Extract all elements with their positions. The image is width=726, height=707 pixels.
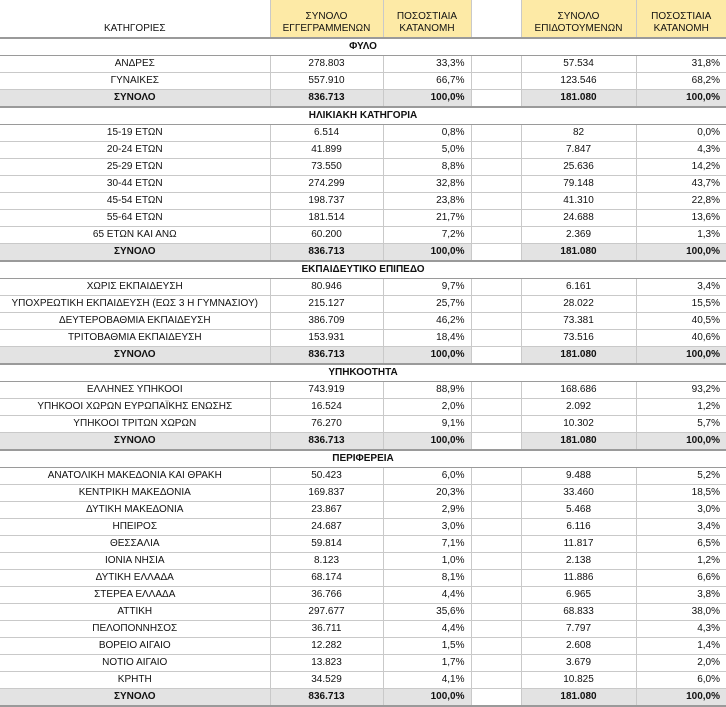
header-registered-line2: ΕΓΓΕΓΡΑΜΜΕΝΩΝ xyxy=(282,23,371,34)
subsidized-pct-cell: 3,8% xyxy=(636,587,726,604)
category-cell: ΚΡΗΤΗ xyxy=(0,672,270,689)
category-cell: ΤΡΙΤΟΒΑΘΜΙΑ ΕΚΠΑΙΔΕΥΣΗ xyxy=(0,330,270,347)
subsidized-pct-cell: 68,2% xyxy=(636,73,726,90)
subsidized-pct-cell: 18,5% xyxy=(636,485,726,502)
section-header-row xyxy=(0,38,726,56)
subsidized-cell: 82 xyxy=(521,125,636,142)
registered-pct-cell: 0,8% xyxy=(383,125,471,142)
section-header-row xyxy=(0,450,726,468)
header-row xyxy=(0,0,726,38)
registered-pct-cell: 7,1% xyxy=(383,536,471,553)
registered-pct-cell: 20,3% xyxy=(383,485,471,502)
category-cell: ΣΥΝΟΛΟ xyxy=(0,244,270,262)
registered-cell: 68.174 xyxy=(270,570,383,587)
header-subsidized xyxy=(521,0,636,38)
subsidized-pct-cell: 22,8% xyxy=(636,193,726,210)
section-title: ΕΚΠΑΙΔΕΥΤΙΚΟ ΕΠΙΠΕΔΟ xyxy=(0,261,726,279)
table-row xyxy=(0,176,726,193)
gap-cell xyxy=(471,536,521,553)
registered-pct-cell: 100,0% xyxy=(383,347,471,365)
registered-cell: 16.524 xyxy=(270,399,383,416)
subsidized-cell: 168.686 xyxy=(521,382,636,399)
registered-pct-cell: 100,0% xyxy=(383,433,471,451)
category-cell: 15-19 ΕΤΩΝ xyxy=(0,125,270,142)
registered-cell: 836.713 xyxy=(270,90,383,108)
registered-pct-cell: 2,0% xyxy=(383,399,471,416)
gap-cell xyxy=(471,655,521,672)
registered-pct-cell: 25,7% xyxy=(383,296,471,313)
registered-pct-cell: 2,9% xyxy=(383,502,471,519)
subsidized-cell: 10.302 xyxy=(521,416,636,433)
category-cell: ΓΥΝΑΙΚΕΣ xyxy=(0,73,270,90)
subsidized-cell: 3.679 xyxy=(521,655,636,672)
registered-pct-cell: 6,0% xyxy=(383,468,471,485)
category-cell: 25-29 ΕΤΩΝ xyxy=(0,159,270,176)
table-row xyxy=(0,485,726,502)
header-pct1-line2: ΚΑΤΑΝΟΜΗ xyxy=(399,23,455,34)
table-row xyxy=(0,399,726,416)
category-cell: ΣΥΝΟΛΟ xyxy=(0,347,270,365)
subsidized-pct-cell: 1,2% xyxy=(636,553,726,570)
subsidized-pct-cell: 100,0% xyxy=(636,433,726,451)
table-row xyxy=(0,553,726,570)
total-row xyxy=(0,347,726,365)
table-row xyxy=(0,468,726,485)
subsidized-cell: 28.022 xyxy=(521,296,636,313)
table-row xyxy=(0,210,726,227)
header-pct2-line1: ΠΟΣΟΣΤΙΑΙΑ xyxy=(651,11,712,22)
category-cell: ΣΥΝΟΛΟ xyxy=(0,433,270,451)
subsidized-pct-cell: 100,0% xyxy=(636,90,726,108)
section-title: ΦΥΛΟ xyxy=(0,38,726,56)
table-row xyxy=(0,416,726,433)
registered-pct-cell: 23,8% xyxy=(383,193,471,210)
category-cell: ΕΛΛΗΝΕΣ ΥΠΗΚΟΟΙ xyxy=(0,382,270,399)
registered-cell: 12.282 xyxy=(270,638,383,655)
subsidized-cell: 11.817 xyxy=(521,536,636,553)
gap-cell xyxy=(471,689,521,707)
header-pct-subsidized xyxy=(636,0,726,38)
subsidized-cell: 9.488 xyxy=(521,468,636,485)
header-pct1-line1: ΠΟΣΟΣΤΙΑΙΑ xyxy=(396,11,458,22)
registered-cell: 41.899 xyxy=(270,142,383,159)
subsidized-pct-cell: 4,3% xyxy=(636,621,726,638)
subsidized-pct-cell: 6,6% xyxy=(636,570,726,587)
section-header-row xyxy=(0,107,726,125)
table-row xyxy=(0,502,726,519)
subsidized-pct-cell: 2,0% xyxy=(636,655,726,672)
registered-pct-cell: 100,0% xyxy=(383,244,471,262)
category-cell: ΙΟΝΙΑ ΝΗΣΙΑ xyxy=(0,553,270,570)
subsidized-cell: 68.833 xyxy=(521,604,636,621)
subsidized-pct-cell: 100,0% xyxy=(636,689,726,707)
gap-cell xyxy=(471,73,521,90)
registered-pct-cell: 8,8% xyxy=(383,159,471,176)
registered-cell: 8.123 xyxy=(270,553,383,570)
subsidized-pct-cell: 100,0% xyxy=(636,347,726,365)
subsidized-cell: 6.116 xyxy=(521,519,636,536)
subsidized-cell: 7.847 xyxy=(521,142,636,159)
subsidized-pct-cell: 3,4% xyxy=(636,279,726,296)
registered-cell: 23.867 xyxy=(270,502,383,519)
table-row xyxy=(0,621,726,638)
header-subsidized-line2: ΕΠΙΔΟΤΟΥΜΕΝΩΝ xyxy=(534,23,623,34)
gap-cell xyxy=(471,347,521,365)
registered-cell: 386.709 xyxy=(270,313,383,330)
table-row xyxy=(0,672,726,689)
subsidized-pct-cell: 0,0% xyxy=(636,125,726,142)
gap-cell xyxy=(471,416,521,433)
registered-pct-cell: 46,2% xyxy=(383,313,471,330)
registered-cell: 34.529 xyxy=(270,672,383,689)
gap-cell xyxy=(471,176,521,193)
registered-cell: 215.127 xyxy=(270,296,383,313)
registered-pct-cell: 5,0% xyxy=(383,142,471,159)
table-row xyxy=(0,519,726,536)
table-row xyxy=(0,296,726,313)
category-cell: ΑΝΔΡΕΣ xyxy=(0,56,270,73)
registered-pct-cell: 32,8% xyxy=(383,176,471,193)
registered-cell: 50.423 xyxy=(270,468,383,485)
subsidized-cell: 181.080 xyxy=(521,347,636,365)
gap-cell xyxy=(471,587,521,604)
category-cell: ΧΩΡΙΣ ΕΚΠΑΙΔΕΥΣΗ xyxy=(0,279,270,296)
registered-pct-cell: 8,1% xyxy=(383,570,471,587)
registered-cell: 13.823 xyxy=(270,655,383,672)
category-cell: ΥΠΗΚΟΟΙ ΧΩΡΩΝ ΕΥΡΩΠΑΪΚΗΣ ΕΝΩΣΗΣ xyxy=(0,399,270,416)
table-row xyxy=(0,142,726,159)
subsidized-cell: 2.138 xyxy=(521,553,636,570)
table-row xyxy=(0,382,726,399)
gap-cell xyxy=(471,570,521,587)
subsidized-pct-cell: 31,8% xyxy=(636,56,726,73)
category-cell: 65 ΕΤΩΝ ΚΑΙ ΑΝΩ xyxy=(0,227,270,244)
registered-pct-cell: 7,2% xyxy=(383,227,471,244)
section-title: ΠΕΡΙΦΕΡΕΙΑ xyxy=(0,450,726,468)
registered-cell: 297.677 xyxy=(270,604,383,621)
category-cell: 45-54 ΕΤΩΝ xyxy=(0,193,270,210)
table-row xyxy=(0,313,726,330)
registered-cell: 836.713 xyxy=(270,433,383,451)
subsidized-pct-cell: 40,6% xyxy=(636,330,726,347)
header-gap xyxy=(471,0,521,38)
total-row xyxy=(0,433,726,451)
subsidized-cell: 10.825 xyxy=(521,672,636,689)
subsidized-pct-cell: 3,4% xyxy=(636,519,726,536)
category-cell: 20-24 ΕΤΩΝ xyxy=(0,142,270,159)
registered-pct-cell: 3,0% xyxy=(383,519,471,536)
table-row xyxy=(0,587,726,604)
total-row xyxy=(0,689,726,707)
subsidized-pct-cell: 15,5% xyxy=(636,296,726,313)
category-cell: ΔΕΥΤΕΡΟΒΑΘΜΙΑ ΕΚΠΑΙΔΕΥΣΗ xyxy=(0,313,270,330)
gap-cell xyxy=(471,244,521,262)
registered-cell: 76.270 xyxy=(270,416,383,433)
subsidized-cell: 181.080 xyxy=(521,90,636,108)
table-row xyxy=(0,193,726,210)
category-cell: ΔΥΤΙΚΗ ΕΛΛΑΔΑ xyxy=(0,570,270,587)
table-row xyxy=(0,279,726,296)
subsidized-pct-cell: 1,3% xyxy=(636,227,726,244)
category-cell: ΘΕΣΣΑΛΙΑ xyxy=(0,536,270,553)
gap-cell xyxy=(471,382,521,399)
subsidized-cell: 11.886 xyxy=(521,570,636,587)
registered-cell: 557.910 xyxy=(270,73,383,90)
category-cell: ΝΟΤΙΟ ΑΙΓΑΙΟ xyxy=(0,655,270,672)
subsidized-cell: 2.369 xyxy=(521,227,636,244)
table-row xyxy=(0,536,726,553)
gap-cell xyxy=(471,279,521,296)
registered-cell: 6.514 xyxy=(270,125,383,142)
subsidized-pct-cell: 3,0% xyxy=(636,502,726,519)
subsidized-pct-cell: 38,0% xyxy=(636,604,726,621)
subsidized-cell: 41.310 xyxy=(521,193,636,210)
category-cell: ΑΤΤΙΚΗ xyxy=(0,604,270,621)
category-cell: ΥΠΟΧΡΕΩΤΙΚΗ ΕΚΠΑΙΔΕΥΣΗ (ΕΩΣ 3 Η ΓΥΜΝΑΣΙΟΥ) xyxy=(0,296,270,313)
registered-pct-cell: 1,5% xyxy=(383,638,471,655)
registered-pct-cell: 4,1% xyxy=(383,672,471,689)
registered-cell: 153.931 xyxy=(270,330,383,347)
registered-pct-cell: 66,7% xyxy=(383,73,471,90)
registered-cell: 36.711 xyxy=(270,621,383,638)
registered-cell: 198.737 xyxy=(270,193,383,210)
subsidized-pct-cell: 6,0% xyxy=(636,672,726,689)
table-row xyxy=(0,159,726,176)
subsidized-cell: 5.468 xyxy=(521,502,636,519)
registered-pct-cell: 33,3% xyxy=(383,56,471,73)
header-categories: ΚΑΤΗΓΟΡΙΕΣ xyxy=(0,0,270,38)
subsidized-cell: 181.080 xyxy=(521,244,636,262)
subsidized-cell: 123.546 xyxy=(521,73,636,90)
subsidized-cell: 73.516 xyxy=(521,330,636,347)
gap-cell xyxy=(471,621,521,638)
gap-cell xyxy=(471,553,521,570)
category-cell: ΒΟΡΕΙΟ ΑΙΓΑΙΟ xyxy=(0,638,270,655)
registered-cell: 836.713 xyxy=(270,347,383,365)
table-row xyxy=(0,655,726,672)
table-row xyxy=(0,570,726,587)
gap-cell xyxy=(471,313,521,330)
subsidized-pct-cell: 1,4% xyxy=(636,638,726,655)
gap-cell xyxy=(471,433,521,451)
table-row xyxy=(0,604,726,621)
registered-cell: 36.766 xyxy=(270,587,383,604)
gap-cell xyxy=(471,125,521,142)
table-row xyxy=(0,56,726,73)
registered-cell: 278.803 xyxy=(270,56,383,73)
subsidized-cell: 33.460 xyxy=(521,485,636,502)
registered-cell: 80.946 xyxy=(270,279,383,296)
section-header-row xyxy=(0,364,726,382)
subsidized-cell: 2.092 xyxy=(521,399,636,416)
subsidized-pct-cell: 1,2% xyxy=(636,399,726,416)
subsidized-pct-cell: 5,2% xyxy=(636,468,726,485)
registered-pct-cell: 35,6% xyxy=(383,604,471,621)
subsidized-cell: 57.534 xyxy=(521,56,636,73)
gap-cell xyxy=(471,159,521,176)
gap-cell xyxy=(471,90,521,108)
registered-cell: 60.200 xyxy=(270,227,383,244)
subsidized-pct-cell: 43,7% xyxy=(636,176,726,193)
category-cell: ΔΥΤΙΚΗ ΜΑΚΕΔΟΝΙΑ xyxy=(0,502,270,519)
category-cell: ΥΠΗΚΟΟΙ ΤΡΙΤΩΝ ΧΩΡΩΝ xyxy=(0,416,270,433)
subsidized-cell: 6.161 xyxy=(521,279,636,296)
registered-pct-cell: 9,7% xyxy=(383,279,471,296)
registered-cell: 24.687 xyxy=(270,519,383,536)
table-row xyxy=(0,638,726,655)
section-title: ΗΛΙΚΙΑΚΗ ΚΑΤΗΓΟΡΙΑ xyxy=(0,107,726,125)
subsidized-pct-cell: 14,2% xyxy=(636,159,726,176)
subsidized-pct-cell: 93,2% xyxy=(636,382,726,399)
gap-cell xyxy=(471,210,521,227)
gap-cell xyxy=(471,672,521,689)
gap-cell xyxy=(471,519,521,536)
category-cell: ΣΤΕΡΕΑ ΕΛΛΑΔΑ xyxy=(0,587,270,604)
section-title: ΥΠΗΚΟΟΤΗΤΑ xyxy=(0,364,726,382)
subsidized-cell: 73.381 xyxy=(521,313,636,330)
category-cell: ΣΥΝΟΛΟ xyxy=(0,689,270,707)
table-row xyxy=(0,227,726,244)
header-pct2-line2: ΚΑΤΑΝΟΜΗ xyxy=(653,23,709,34)
registered-cell: 274.299 xyxy=(270,176,383,193)
gap-cell xyxy=(471,56,521,73)
subsidized-pct-cell: 40,5% xyxy=(636,313,726,330)
category-cell: ΑΝΑΤΟΛΙΚΗ ΜΑΚΕΔΟΝΙΑ ΚΑΙ ΘΡΑΚΗ xyxy=(0,468,270,485)
registered-pct-cell: 100,0% xyxy=(383,689,471,707)
total-row xyxy=(0,244,726,262)
subsidized-cell: 25.636 xyxy=(521,159,636,176)
table-row xyxy=(0,330,726,347)
registered-pct-cell: 88,9% xyxy=(383,382,471,399)
registered-cell: 169.837 xyxy=(270,485,383,502)
category-cell: ΚΕΝΤΡΙΚΗ ΜΑΚΕΔΟΝΙΑ xyxy=(0,485,270,502)
subsidized-cell: 6.965 xyxy=(521,587,636,604)
gap-cell xyxy=(471,502,521,519)
subsidized-pct-cell: 5,7% xyxy=(636,416,726,433)
registered-pct-cell: 9,1% xyxy=(383,416,471,433)
registered-pct-cell: 18,4% xyxy=(383,330,471,347)
gap-cell xyxy=(471,485,521,502)
header-subsidized-line1: ΣΥΝΟΛΟ xyxy=(557,11,600,22)
registered-pct-cell: 4,4% xyxy=(383,587,471,604)
gap-cell xyxy=(471,296,521,313)
subsidized-cell: 24.688 xyxy=(521,210,636,227)
table-row xyxy=(0,73,726,90)
header-registered-line1: ΣΥΝΟΛΟ xyxy=(305,11,348,22)
subsidized-cell: 181.080 xyxy=(521,689,636,707)
section-header-row xyxy=(0,261,726,279)
table-row xyxy=(0,125,726,142)
category-cell: 55-64 ΕΤΩΝ xyxy=(0,210,270,227)
registered-cell: 181.514 xyxy=(270,210,383,227)
subsidized-pct-cell: 100,0% xyxy=(636,244,726,262)
subsidized-pct-cell: 4,3% xyxy=(636,142,726,159)
gap-cell xyxy=(471,142,521,159)
subsidized-cell: 2.608 xyxy=(521,638,636,655)
gap-cell xyxy=(471,638,521,655)
registered-cell: 836.713 xyxy=(270,244,383,262)
subsidized-pct-cell: 6,5% xyxy=(636,536,726,553)
total-row xyxy=(0,90,726,108)
subsidized-cell: 79.148 xyxy=(521,176,636,193)
registered-cell: 73.550 xyxy=(270,159,383,176)
gap-cell xyxy=(471,227,521,244)
registered-pct-cell: 100,0% xyxy=(383,90,471,108)
category-cell: 30-44 ΕΤΩΝ xyxy=(0,176,270,193)
gap-cell xyxy=(471,193,521,210)
gap-cell xyxy=(471,399,521,416)
registered-pct-cell: 1,7% xyxy=(383,655,471,672)
registered-cell: 743.919 xyxy=(270,382,383,399)
category-cell: ΗΠΕΙΡΟΣ xyxy=(0,519,270,536)
registered-cell: 59.814 xyxy=(270,536,383,553)
registered-pct-cell: 21,7% xyxy=(383,210,471,227)
category-cell: ΠΕΛΟΠΟΝΝΗΣΟΣ xyxy=(0,621,270,638)
gap-cell xyxy=(471,468,521,485)
registered-cell: 836.713 xyxy=(270,689,383,707)
header-registered xyxy=(270,0,383,38)
subsidized-cell: 7.797 xyxy=(521,621,636,638)
registered-pct-cell: 1,0% xyxy=(383,553,471,570)
registered-pct-cell: 4,4% xyxy=(383,621,471,638)
gap-cell xyxy=(471,330,521,347)
category-cell: ΣΥΝΟΛΟ xyxy=(0,90,270,108)
subsidized-cell: 181.080 xyxy=(521,433,636,451)
gap-cell xyxy=(471,604,521,621)
subsidized-pct-cell: 13,6% xyxy=(636,210,726,227)
header-pct-registered xyxy=(383,0,471,38)
